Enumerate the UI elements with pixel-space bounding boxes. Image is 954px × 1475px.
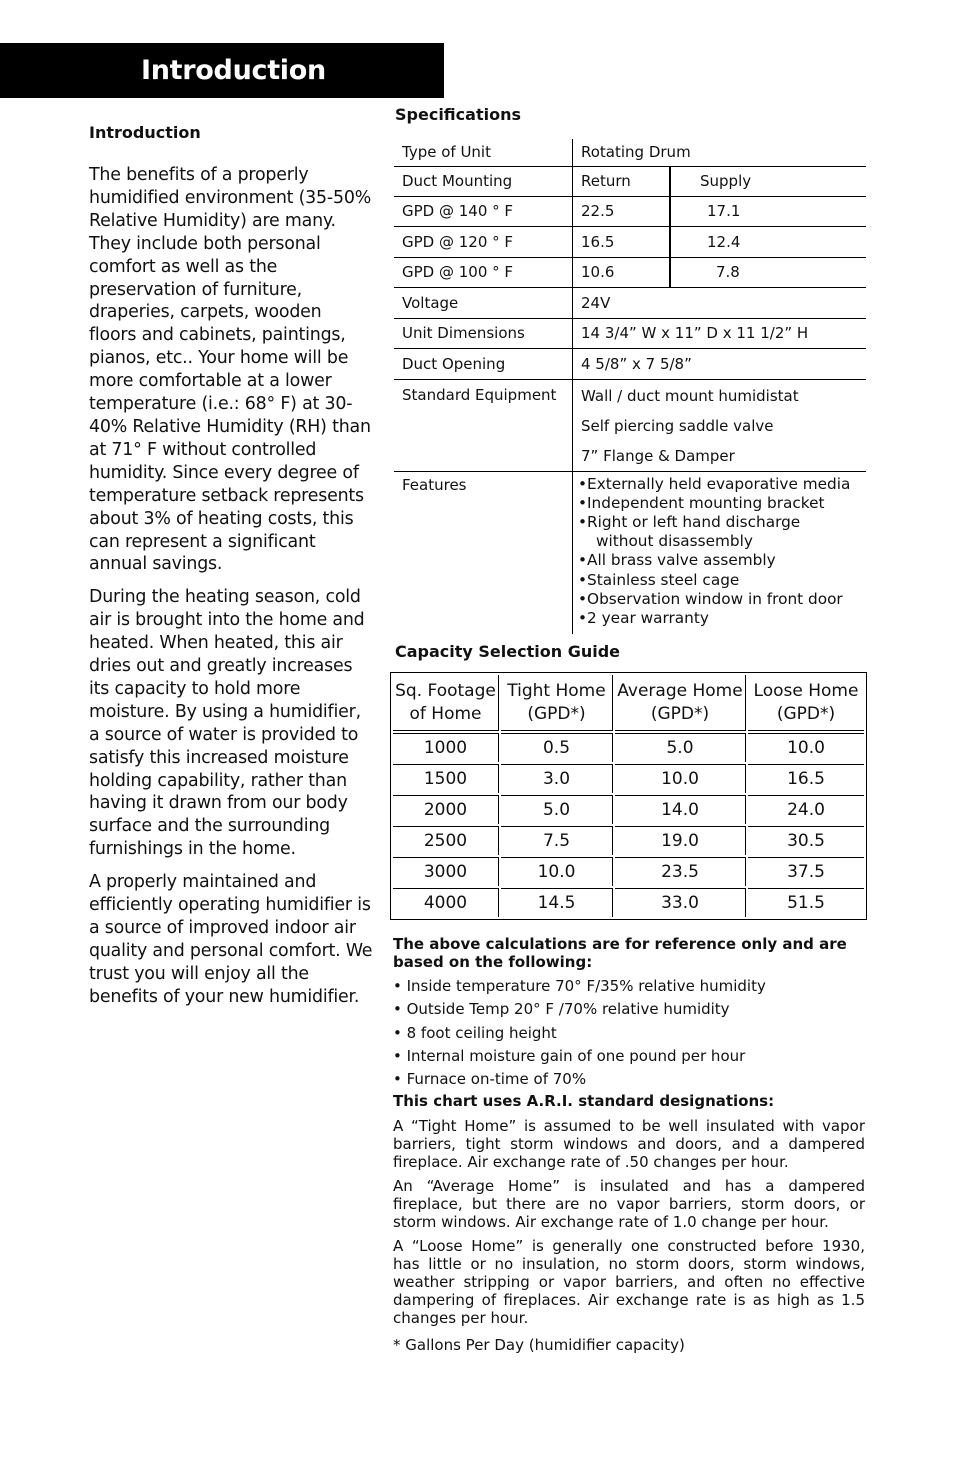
- feature-item: • 2 year warranty: [578, 609, 864, 628]
- capacity-row: [393, 733, 864, 762]
- spec-label: Duct Mounting: [394, 166, 573, 196]
- feature-item: • Right or left hand discharge: [578, 513, 864, 532]
- spec-value: 14 3/4” W x 11” D x 11 1/2” H: [573, 318, 867, 348]
- spec-value: 24V: [573, 287, 867, 318]
- capacity-header-row: [393, 675, 864, 731]
- spec-value: 4 5/8” x 7 5/8”: [573, 348, 867, 379]
- notes-loose-home: A “Loose Home” is generally one constructed before 1930, has little or no insulation, no storm doors, storm windows, weather stripping or vapor barriers, and often no effective dampering of fireplaces. Air exchange rate is as high as 1.5 changes per hour.: [393, 1236, 865, 1327]
- capacity-cell: 1000: [393, 733, 499, 762]
- section-banner: [0, 43, 444, 98]
- feature-item-continued: without disassembly: [596, 532, 753, 551]
- notes-bullet: • Outside Temp 20° F /70% relative humidity: [393, 1000, 730, 1019]
- capacity-row: [393, 795, 864, 824]
- capacity-cell: 3000: [393, 857, 499, 886]
- capacity-cell: 37.5: [748, 857, 864, 886]
- spec-value: Supply: [700, 172, 752, 190]
- notes-bullet: • Internal moisture gain of one pound per hour: [393, 1046, 746, 1065]
- intro-paragraph: A properly maintained and efficiently operating humidifier is a source of improved indoor air quality and personal comfort. We trust you will enjoy all the benefits of your new humidifier.: [89, 872, 373, 1007]
- capacity-cell: 33.0: [615, 888, 746, 917]
- notes-average-home: An “Average Home” is insulated and has a dampered fireplace, but there are no vapor barriers, storm doors, or storm windows. Air exchange rate of 1.0 change per hour.: [393, 1176, 865, 1231]
- notes-bullet: • 8 foot ceiling height: [393, 1023, 557, 1042]
- capacity-cell: 2000: [393, 795, 499, 824]
- capacity-cell: 4000: [393, 888, 499, 917]
- specifications-title: Specifications: [395, 105, 521, 124]
- capacity-cell: 10.0: [748, 733, 864, 762]
- spec-row: [394, 287, 866, 318]
- spec-row: [394, 196, 866, 226]
- capacity-cell: 23.5: [615, 857, 746, 886]
- spec-row: [394, 348, 866, 379]
- notes-lead: The above calculations are for reference only and are based on the following:: [393, 935, 847, 971]
- notes-tight-home: A “Tight Home” is assumed to be well insulated with vapor barriers, tight storm windows and doors, and a dampered fireplace. Air exchange rate of .50 changes per hour.: [393, 1116, 865, 1171]
- spec-label: Type of Unit: [394, 139, 573, 166]
- capacity-row: [393, 826, 864, 855]
- capacity-cell: 14.0: [615, 795, 746, 824]
- capacity-cell: 5.0: [615, 733, 746, 762]
- spec-label: Standard Equipment: [394, 379, 573, 471]
- capacity-cell: 16.5: [748, 764, 864, 793]
- capacity-title: Capacity Selection Guide: [395, 642, 620, 661]
- spec-row: [394, 257, 866, 287]
- capacity-header: Sq. Footage of Home: [393, 675, 499, 731]
- spec-value: 7.8: [716, 263, 740, 281]
- notes-bullet: • Inside temperature 70° F/35% relative humidity: [393, 977, 766, 995]
- spec-label: Duct Opening: [394, 348, 573, 379]
- capacity-cell: 10.0: [615, 764, 746, 793]
- capacity-row: [393, 888, 864, 917]
- spec-value: 10.6: [581, 258, 671, 287]
- spec-label: GPD @ 140 ° F: [394, 196, 573, 226]
- feature-item: • All brass valve assembly: [578, 551, 864, 570]
- capacity-notes: [393, 936, 865, 1359]
- spec-row: [394, 379, 866, 471]
- capacity-cell: 30.5: [748, 826, 864, 855]
- spec-row: [394, 318, 866, 348]
- capacity-cell: 10.0: [501, 857, 613, 886]
- spec-row: [394, 471, 866, 634]
- banner-title: Introduction: [141, 55, 326, 86]
- spec-value: 12.4: [707, 232, 741, 251]
- feature-item: • Independent mounting bracket: [578, 494, 864, 513]
- capacity-cell: 51.5: [748, 888, 864, 917]
- notes-ari-heading: This chart uses A.R.I. standard designations:: [393, 1092, 775, 1111]
- capacity-header: Average Home (GPD*): [615, 675, 746, 731]
- spec-label: Unit Dimensions: [394, 318, 573, 348]
- spec-row: [394, 139, 866, 166]
- spec-label: Features: [394, 471, 573, 634]
- spec-value: 16.5: [581, 227, 671, 257]
- equipment-item: Wall / duct mount humidistat: [581, 386, 799, 405]
- spec-row: [394, 226, 866, 257]
- capacity-row: [393, 764, 864, 793]
- spec-value: 17.1: [707, 202, 741, 220]
- feature-item: • Stainless steel cage: [578, 571, 864, 590]
- capacity-cell: 24.0: [748, 795, 864, 824]
- notes-bullet: • Furnace on-time of 70%: [393, 1070, 587, 1089]
- intro-heading: Introduction: [89, 123, 201, 142]
- capacity-cell: 0.5: [501, 733, 613, 762]
- capacity-cell: 2500: [393, 826, 499, 855]
- intro-column: [89, 120, 374, 1019]
- equipment-item: Self piercing saddle valve: [581, 416, 774, 435]
- notes-footnote: * Gallons Per Day (humidifier capacity): [393, 1335, 685, 1354]
- spec-value: Rotating Drum: [573, 139, 867, 166]
- capacity-cell: 7.5: [501, 826, 613, 855]
- equipment-list: [573, 379, 867, 471]
- capacity-table: [390, 672, 867, 920]
- features-list: [578, 475, 864, 629]
- feature-item: • Observation window in front door: [578, 590, 864, 609]
- spec-label: GPD @ 100 ° F: [394, 257, 573, 287]
- capacity-cell: 5.0: [501, 795, 613, 824]
- specifications-table: [394, 139, 866, 634]
- capacity-cell: 3.0: [501, 764, 613, 793]
- capacity-cell: 14.5: [501, 888, 613, 917]
- spec-label: Voltage: [394, 287, 573, 318]
- capacity-header: Loose Home (GPD*): [748, 675, 864, 731]
- intro-paragraph: During the heating season, cold air is brought into the home and heated. When heated, this air dries out and greatly increases its capacity to hold more moisture. By using a humidifier, a source of water is provided to satisfy this increased moisture holding capability, rather than having it drawn from our body surface and the surrounding furnishings in the home.: [89, 587, 365, 860]
- spec-value: 22.5: [581, 197, 671, 226]
- spec-label: GPD @ 120 ° F: [394, 226, 573, 257]
- feature-item: • Externally held evaporative media: [578, 475, 864, 494]
- spec-value: Return: [581, 167, 671, 196]
- capacity-cell: 1500: [393, 764, 499, 793]
- spec-row: [394, 166, 866, 196]
- capacity-cell: 19.0: [615, 826, 746, 855]
- capacity-header: Tight Home (GPD*): [501, 675, 613, 731]
- capacity-row: [393, 857, 864, 886]
- intro-paragraph: The benefits of a properly humidified environment (35-50% Relative Humidity) are many. They include both personal comfort as well as the preservation of furniture, draperies, carpets, wooden floors and cabinets, paintings, pianos, etc.. Your home will be more comfortable at a lower temperature (i.e.: 68° F) at 30-40% Relative Humidity (RH) than at 71° F without controlled humidity. Since every degree of temperature setback represents about 3% of heating costs, this can represent a significant annual savings.: [89, 165, 372, 575]
- equipment-item: 7” Flange & Damper: [581, 446, 735, 465]
